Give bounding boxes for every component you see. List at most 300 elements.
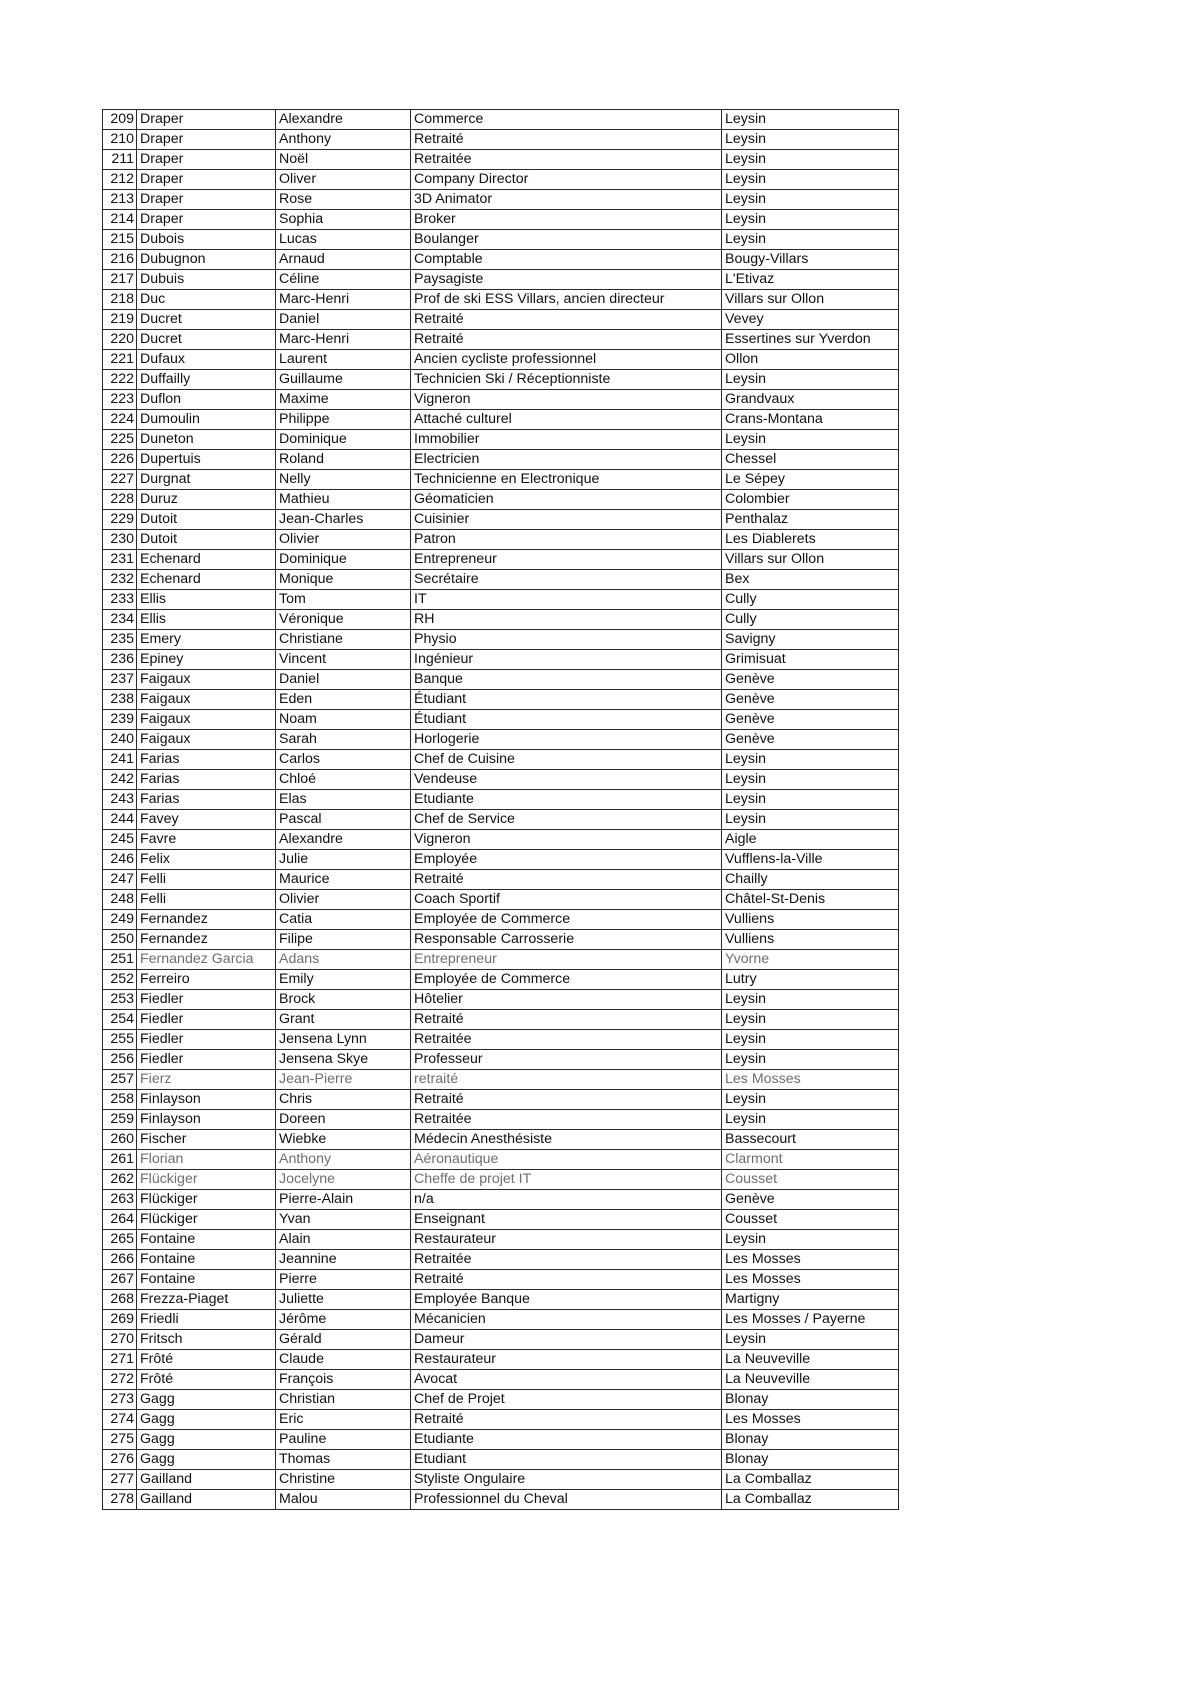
last-name-cell: Farias bbox=[137, 770, 276, 790]
last-name-cell: Faigaux bbox=[137, 730, 276, 750]
town-cell: Aigle bbox=[722, 830, 899, 850]
last-name-cell: Fiedler bbox=[137, 1010, 276, 1030]
occupation-cell: Banque bbox=[411, 670, 722, 690]
town-cell: La Comballaz bbox=[722, 1470, 899, 1490]
occupation-cell: Retraité bbox=[411, 310, 722, 330]
first-name-cell: Juliette bbox=[276, 1290, 411, 1310]
occupation-cell: n/a bbox=[411, 1190, 722, 1210]
table-row bbox=[103, 590, 899, 610]
first-name-cell: Olivier bbox=[276, 530, 411, 550]
town-cell: Leysin bbox=[722, 130, 899, 150]
table-row bbox=[103, 1010, 899, 1030]
occupation-cell: Comptable bbox=[411, 250, 722, 270]
town-cell: Les Diablerets bbox=[722, 530, 899, 550]
occupation-cell: Enseignant bbox=[411, 1210, 722, 1230]
last-name-cell: Fritsch bbox=[137, 1330, 276, 1350]
table-row bbox=[103, 1410, 899, 1430]
last-name-cell: Dubugnon bbox=[137, 250, 276, 270]
first-name-cell: Pauline bbox=[276, 1430, 411, 1450]
town-cell: Les Mosses bbox=[722, 1250, 899, 1270]
first-name-cell: Pascal bbox=[276, 810, 411, 830]
table-row bbox=[103, 1170, 899, 1190]
occupation-cell: Boulanger bbox=[411, 230, 722, 250]
last-name-cell: Fernandez Garcia bbox=[137, 950, 276, 970]
occupation-cell: Employée Banque bbox=[411, 1290, 722, 1310]
last-name-cell: Duflon bbox=[137, 390, 276, 410]
town-cell: Bassecourt bbox=[722, 1130, 899, 1150]
occupation-cell: Professionnel du Cheval bbox=[411, 1490, 722, 1510]
first-name-cell: Nelly bbox=[276, 470, 411, 490]
first-name-cell: Sophia bbox=[276, 210, 411, 230]
town-cell: Leysin bbox=[722, 150, 899, 170]
town-cell: Leysin bbox=[722, 790, 899, 810]
last-name-cell: Emery bbox=[137, 630, 276, 650]
first-name-cell: Carlos bbox=[276, 750, 411, 770]
town-cell: Leysin bbox=[722, 170, 899, 190]
occupation-cell: Technicien Ski / Réceptionniste bbox=[411, 370, 722, 390]
last-name-cell: Draper bbox=[137, 150, 276, 170]
row-number: 209 bbox=[103, 110, 137, 130]
table-row bbox=[103, 1110, 899, 1130]
occupation-cell: Chef de Projet bbox=[411, 1390, 722, 1410]
town-cell: Leysin bbox=[722, 1090, 899, 1110]
row-number: 248 bbox=[103, 890, 137, 910]
row-number: 210 bbox=[103, 130, 137, 150]
row-number: 229 bbox=[103, 510, 137, 530]
table-row bbox=[103, 130, 899, 150]
town-cell: Genève bbox=[722, 710, 899, 730]
town-cell: Blonay bbox=[722, 1430, 899, 1450]
first-name-cell: Yvan bbox=[276, 1210, 411, 1230]
row-number: 235 bbox=[103, 630, 137, 650]
row-number: 217 bbox=[103, 270, 137, 290]
town-cell: Leysin bbox=[722, 210, 899, 230]
occupation-cell: Aéronautique bbox=[411, 1150, 722, 1170]
table-row bbox=[103, 950, 899, 970]
table-row bbox=[103, 350, 899, 370]
row-number: 265 bbox=[103, 1230, 137, 1250]
table-row bbox=[103, 330, 899, 350]
occupation-cell: Mécanicien bbox=[411, 1310, 722, 1330]
first-name-cell: Daniel bbox=[276, 310, 411, 330]
occupation-cell: Cheffe de projet IT bbox=[411, 1170, 722, 1190]
last-name-cell: Dubois bbox=[137, 230, 276, 250]
town-cell: Clarmont bbox=[722, 1150, 899, 1170]
occupation-cell: Retraité bbox=[411, 1090, 722, 1110]
first-name-cell: Lucas bbox=[276, 230, 411, 250]
last-name-cell: Fiedler bbox=[137, 1030, 276, 1050]
last-name-cell: Ellis bbox=[137, 610, 276, 630]
town-cell: Lutry bbox=[722, 970, 899, 990]
occupation-cell: Chef de Service bbox=[411, 810, 722, 830]
table-row bbox=[103, 430, 899, 450]
first-name-cell: Céline bbox=[276, 270, 411, 290]
last-name-cell: Fontaine bbox=[137, 1230, 276, 1250]
last-name-cell: Farias bbox=[137, 790, 276, 810]
row-number: 222 bbox=[103, 370, 137, 390]
first-name-cell: Noël bbox=[276, 150, 411, 170]
occupation-cell: Restaurateur bbox=[411, 1230, 722, 1250]
occupation-cell: Retraité bbox=[411, 1270, 722, 1290]
first-name-cell: Noam bbox=[276, 710, 411, 730]
row-number: 216 bbox=[103, 250, 137, 270]
table-row bbox=[103, 990, 899, 1010]
table-row bbox=[103, 450, 899, 470]
table-row bbox=[103, 510, 899, 530]
town-cell: Essertines sur Yverdon bbox=[722, 330, 899, 350]
occupation-cell: Dameur bbox=[411, 1330, 722, 1350]
first-name-cell: Philippe bbox=[276, 410, 411, 430]
town-cell: Yvorne bbox=[722, 950, 899, 970]
last-name-cell: Felix bbox=[137, 850, 276, 870]
last-name-cell: Dumoulin bbox=[137, 410, 276, 430]
occupation-cell: Broker bbox=[411, 210, 722, 230]
row-number: 269 bbox=[103, 1310, 137, 1330]
first-name-cell: Olivier bbox=[276, 890, 411, 910]
occupation-cell: Secrétaire bbox=[411, 570, 722, 590]
last-name-cell: Faigaux bbox=[137, 690, 276, 710]
town-cell: Crans-Montana bbox=[722, 410, 899, 430]
town-cell: Les Mosses bbox=[722, 1410, 899, 1430]
last-name-cell: Draper bbox=[137, 130, 276, 150]
row-number: 268 bbox=[103, 1290, 137, 1310]
first-name-cell: Jean-Pierre bbox=[276, 1070, 411, 1090]
town-cell: Vufflens-la-Ville bbox=[722, 850, 899, 870]
occupation-cell: Professeur bbox=[411, 1050, 722, 1070]
row-number: 245 bbox=[103, 830, 137, 850]
row-number: 234 bbox=[103, 610, 137, 630]
town-cell: Le Sépey bbox=[722, 470, 899, 490]
first-name-cell: Dominique bbox=[276, 430, 411, 450]
participants-table bbox=[102, 109, 899, 1510]
last-name-cell: Fernandez bbox=[137, 910, 276, 930]
first-name-cell: Claude bbox=[276, 1350, 411, 1370]
table-row bbox=[103, 310, 899, 330]
last-name-cell: Faigaux bbox=[137, 710, 276, 730]
last-name-cell: Draper bbox=[137, 190, 276, 210]
table-row bbox=[103, 410, 899, 430]
town-cell: Genève bbox=[722, 690, 899, 710]
occupation-cell: Chef de Cuisine bbox=[411, 750, 722, 770]
town-cell: Leysin bbox=[722, 1330, 899, 1350]
last-name-cell: Draper bbox=[137, 210, 276, 230]
last-name-cell: Farias bbox=[137, 750, 276, 770]
table-row bbox=[103, 790, 899, 810]
occupation-cell: Retraitée bbox=[411, 1030, 722, 1050]
occupation-cell: Cuisinier bbox=[411, 510, 722, 530]
occupation-cell: Employée bbox=[411, 850, 722, 870]
town-cell: Chailly bbox=[722, 870, 899, 890]
occupation-cell: Ingénieur bbox=[411, 650, 722, 670]
row-number: 247 bbox=[103, 870, 137, 890]
occupation-cell: Etudiant bbox=[411, 1450, 722, 1470]
row-number: 244 bbox=[103, 810, 137, 830]
first-name-cell: Guillaume bbox=[276, 370, 411, 390]
first-name-cell: Roland bbox=[276, 450, 411, 470]
table-row bbox=[103, 1270, 899, 1290]
table-row bbox=[103, 1250, 899, 1270]
last-name-cell: Draper bbox=[137, 110, 276, 130]
first-name-cell: Jean-Charles bbox=[276, 510, 411, 530]
table-row bbox=[103, 710, 899, 730]
occupation-cell: Immobilier bbox=[411, 430, 722, 450]
first-name-cell: Sarah bbox=[276, 730, 411, 750]
occupation-cell: Vigneron bbox=[411, 390, 722, 410]
town-cell: Genève bbox=[722, 730, 899, 750]
town-cell: Villars sur Ollon bbox=[722, 550, 899, 570]
occupation-cell: Technicienne en Electronique bbox=[411, 470, 722, 490]
table-row bbox=[103, 1470, 899, 1490]
first-name-cell: Elas bbox=[276, 790, 411, 810]
row-number: 278 bbox=[103, 1490, 137, 1510]
row-number: 218 bbox=[103, 290, 137, 310]
town-cell: Chessel bbox=[722, 450, 899, 470]
table-row bbox=[103, 150, 899, 170]
first-name-cell: Catia bbox=[276, 910, 411, 930]
row-number: 219 bbox=[103, 310, 137, 330]
last-name-cell: Faigaux bbox=[137, 670, 276, 690]
last-name-cell: Gagg bbox=[137, 1450, 276, 1470]
row-number: 255 bbox=[103, 1030, 137, 1050]
town-cell: Colombier bbox=[722, 490, 899, 510]
table-row bbox=[103, 610, 899, 630]
last-name-cell: Fontaine bbox=[137, 1270, 276, 1290]
town-cell: Villars sur Ollon bbox=[722, 290, 899, 310]
town-cell: Blonay bbox=[722, 1450, 899, 1470]
row-number: 214 bbox=[103, 210, 137, 230]
occupation-cell: Prof de ski ESS Villars, ancien directeur bbox=[411, 290, 722, 310]
town-cell: Leysin bbox=[722, 770, 899, 790]
town-cell: Leysin bbox=[722, 110, 899, 130]
town-cell: Cully bbox=[722, 610, 899, 630]
last-name-cell: Ducret bbox=[137, 330, 276, 350]
occupation-cell: Entrepreneur bbox=[411, 950, 722, 970]
occupation-cell: Physio bbox=[411, 630, 722, 650]
table-row bbox=[103, 910, 899, 930]
last-name-cell: Ferreiro bbox=[137, 970, 276, 990]
row-number: 259 bbox=[103, 1110, 137, 1130]
first-name-cell: Alain bbox=[276, 1230, 411, 1250]
first-name-cell: Filipe bbox=[276, 930, 411, 950]
first-name-cell: Véronique bbox=[276, 610, 411, 630]
town-cell: Ollon bbox=[722, 350, 899, 370]
last-name-cell: Dubuis bbox=[137, 270, 276, 290]
first-name-cell: Alexandre bbox=[276, 830, 411, 850]
last-name-cell: Dufaux bbox=[137, 350, 276, 370]
town-cell: Leysin bbox=[722, 990, 899, 1010]
first-name-cell: Anthony bbox=[276, 1150, 411, 1170]
last-name-cell: Fernandez bbox=[137, 930, 276, 950]
table-row bbox=[103, 750, 899, 770]
row-number: 263 bbox=[103, 1190, 137, 1210]
town-cell: Genève bbox=[722, 670, 899, 690]
row-number: 231 bbox=[103, 550, 137, 570]
last-name-cell: Echenard bbox=[137, 570, 276, 590]
first-name-cell: Eden bbox=[276, 690, 411, 710]
table-row bbox=[103, 1330, 899, 1350]
occupation-cell: Entrepreneur bbox=[411, 550, 722, 570]
first-name-cell: Gérald bbox=[276, 1330, 411, 1350]
last-name-cell: Favey bbox=[137, 810, 276, 830]
last-name-cell: Draper bbox=[137, 170, 276, 190]
table-row bbox=[103, 1390, 899, 1410]
occupation-cell: Médecin Anesthésiste bbox=[411, 1130, 722, 1150]
row-number: 250 bbox=[103, 930, 137, 950]
row-number: 275 bbox=[103, 1430, 137, 1450]
first-name-cell: François bbox=[276, 1370, 411, 1390]
town-cell: Les Mosses bbox=[722, 1070, 899, 1090]
table-row bbox=[103, 1050, 899, 1070]
row-number: 262 bbox=[103, 1170, 137, 1190]
last-name-cell: Fischer bbox=[137, 1130, 276, 1150]
row-number: 228 bbox=[103, 490, 137, 510]
town-cell: Leysin bbox=[722, 810, 899, 830]
occupation-cell: Patron bbox=[411, 530, 722, 550]
town-cell: Vulliens bbox=[722, 910, 899, 930]
town-cell: Savigny bbox=[722, 630, 899, 650]
first-name-cell: Jocelyne bbox=[276, 1170, 411, 1190]
first-name-cell: Tom bbox=[276, 590, 411, 610]
row-number: 232 bbox=[103, 570, 137, 590]
first-name-cell: Malou bbox=[276, 1490, 411, 1510]
row-number: 252 bbox=[103, 970, 137, 990]
town-cell: Leysin bbox=[722, 1230, 899, 1250]
row-number: 213 bbox=[103, 190, 137, 210]
row-number: 240 bbox=[103, 730, 137, 750]
table-row bbox=[103, 1030, 899, 1050]
occupation-cell: Géomaticien bbox=[411, 490, 722, 510]
last-name-cell: Finlayson bbox=[137, 1090, 276, 1110]
row-number: 260 bbox=[103, 1130, 137, 1150]
last-name-cell: Felli bbox=[137, 890, 276, 910]
occupation-cell: Coach Sportif bbox=[411, 890, 722, 910]
table-row bbox=[103, 1490, 899, 1510]
occupation-cell: Vendeuse bbox=[411, 770, 722, 790]
town-cell: Leysin bbox=[722, 1110, 899, 1130]
last-name-cell: Duffailly bbox=[137, 370, 276, 390]
last-name-cell: Gagg bbox=[137, 1430, 276, 1450]
table-body bbox=[103, 110, 899, 1510]
last-name-cell: Duneton bbox=[137, 430, 276, 450]
first-name-cell: Mathieu bbox=[276, 490, 411, 510]
row-number: 215 bbox=[103, 230, 137, 250]
row-number: 277 bbox=[103, 1470, 137, 1490]
town-cell: Leysin bbox=[722, 1010, 899, 1030]
occupation-cell: Hôtelier bbox=[411, 990, 722, 1010]
table-row bbox=[103, 1310, 899, 1330]
row-number: 236 bbox=[103, 650, 137, 670]
row-number: 258 bbox=[103, 1090, 137, 1110]
last-name-cell: Durgnat bbox=[137, 470, 276, 490]
table-row bbox=[103, 190, 899, 210]
town-cell: Leysin bbox=[722, 1030, 899, 1050]
table-row bbox=[103, 210, 899, 230]
last-name-cell: Finlayson bbox=[137, 1110, 276, 1130]
table-row bbox=[103, 850, 899, 870]
table-row bbox=[103, 810, 899, 830]
occupation-cell: Restaurateur bbox=[411, 1350, 722, 1370]
town-cell: La Neuveville bbox=[722, 1370, 899, 1390]
row-number: 224 bbox=[103, 410, 137, 430]
occupation-cell: Company Director bbox=[411, 170, 722, 190]
table-row bbox=[103, 290, 899, 310]
last-name-cell: Friedli bbox=[137, 1310, 276, 1330]
row-number: 226 bbox=[103, 450, 137, 470]
last-name-cell: Frôté bbox=[137, 1350, 276, 1370]
row-number: 257 bbox=[103, 1070, 137, 1090]
first-name-cell: Pierre bbox=[276, 1270, 411, 1290]
last-name-cell: Dutoit bbox=[137, 510, 276, 530]
table-row bbox=[103, 110, 899, 130]
last-name-cell: Fontaine bbox=[137, 1250, 276, 1270]
row-number: 227 bbox=[103, 470, 137, 490]
table-row bbox=[103, 470, 899, 490]
table-row bbox=[103, 390, 899, 410]
row-number: 243 bbox=[103, 790, 137, 810]
table-row bbox=[103, 770, 899, 790]
first-name-cell: Marc-Henri bbox=[276, 330, 411, 350]
occupation-cell: Retraité bbox=[411, 1410, 722, 1430]
town-cell: Cully bbox=[722, 590, 899, 610]
town-cell: L'Etivaz bbox=[722, 270, 899, 290]
first-name-cell: Dominique bbox=[276, 550, 411, 570]
table-row bbox=[103, 670, 899, 690]
town-cell: Genève bbox=[722, 1190, 899, 1210]
occupation-cell: Étudiant bbox=[411, 690, 722, 710]
last-name-cell: Dupertuis bbox=[137, 450, 276, 470]
first-name-cell: Eric bbox=[276, 1410, 411, 1430]
row-number: 225 bbox=[103, 430, 137, 450]
first-name-cell: Daniel bbox=[276, 670, 411, 690]
occupation-cell: Avocat bbox=[411, 1370, 722, 1390]
first-name-cell: Thomas bbox=[276, 1450, 411, 1470]
occupation-cell: Retraité bbox=[411, 130, 722, 150]
row-number: 253 bbox=[103, 990, 137, 1010]
last-name-cell: Frôté bbox=[137, 1370, 276, 1390]
last-name-cell: Ducret bbox=[137, 310, 276, 330]
table-row bbox=[103, 1370, 899, 1390]
last-name-cell: Fierz bbox=[137, 1070, 276, 1090]
town-cell: Leysin bbox=[722, 1050, 899, 1070]
first-name-cell: Maurice bbox=[276, 870, 411, 890]
table-row bbox=[103, 1130, 899, 1150]
town-cell: Châtel-St-Denis bbox=[722, 890, 899, 910]
first-name-cell: Adans bbox=[276, 950, 411, 970]
town-cell: Bex bbox=[722, 570, 899, 590]
first-name-cell: Julie bbox=[276, 850, 411, 870]
occupation-cell: Styliste Ongulaire bbox=[411, 1470, 722, 1490]
occupation-cell: 3D Animator bbox=[411, 190, 722, 210]
town-cell: Cousset bbox=[722, 1210, 899, 1230]
occupation-cell: Etudiante bbox=[411, 790, 722, 810]
town-cell: Blonay bbox=[722, 1390, 899, 1410]
occupation-cell: Retraitée bbox=[411, 150, 722, 170]
last-name-cell: Ellis bbox=[137, 590, 276, 610]
row-number: 237 bbox=[103, 670, 137, 690]
last-name-cell: Favre bbox=[137, 830, 276, 850]
occupation-cell: Étudiant bbox=[411, 710, 722, 730]
first-name-cell: Jensena Skye bbox=[276, 1050, 411, 1070]
row-number: 273 bbox=[103, 1390, 137, 1410]
table-row bbox=[103, 730, 899, 750]
table-row bbox=[103, 650, 899, 670]
town-cell: Martigny bbox=[722, 1290, 899, 1310]
occupation-cell: Responsable Carrosserie bbox=[411, 930, 722, 950]
last-name-cell: Epiney bbox=[137, 650, 276, 670]
table-row bbox=[103, 870, 899, 890]
occupation-cell: Retraitée bbox=[411, 1110, 722, 1130]
first-name-cell: Rose bbox=[276, 190, 411, 210]
